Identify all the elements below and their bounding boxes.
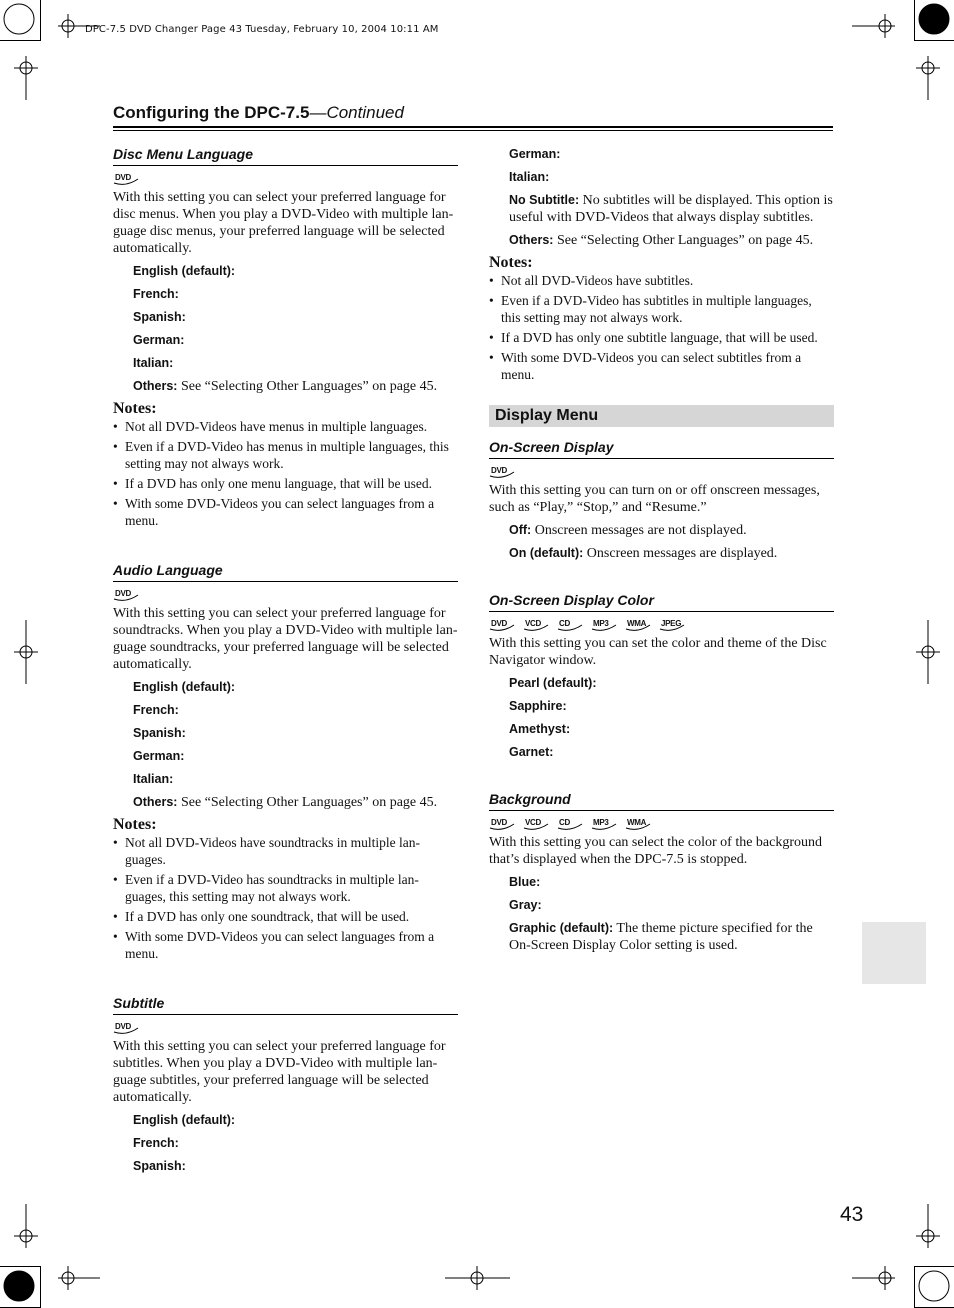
title-rule-thin — [113, 130, 833, 131]
section-heading: On-Screen Display Color — [489, 592, 834, 612]
note-item: • With some DVD-Videos you can select languages from a menu. — [113, 928, 458, 962]
option-item: Garnet: — [509, 745, 554, 759]
format-badges — [489, 818, 834, 832]
page-number: 43 — [840, 1203, 864, 1226]
notes-list — [113, 834, 458, 962]
section-intro: With this setting you can set the color and theme of the Disc Navigator window. — [489, 636, 827, 668]
note-item: • Not all DVD-Videos have soundtracks in multiple lan-guages. — [113, 834, 458, 868]
section-intro: With this setting you can select your preferred language for soundtracks. When you play a DVD-Video with multiple lan-guage soundtracks, your preferred language will be selected automatically. — [113, 606, 458, 672]
side-tab — [862, 922, 926, 984]
mp3-format-icon: MP3 — [591, 619, 617, 633]
dvd-format-icon: DVD — [113, 1022, 139, 1036]
section-heading: Disc Menu Language — [113, 146, 458, 166]
option-item: English (default): — [133, 680, 236, 694]
section-subtitle-continued — [489, 146, 834, 383]
option-item: On (default): Onscreen messages are displayed. — [509, 546, 778, 561]
option-item: Graphic (default): The theme picture specified for the On-Screen Display Color setting is used. — [509, 921, 813, 953]
option-item: No Subtitle: No subtitles will be displayed. This option is useful with DVD-Videos that always display subtitles. — [509, 193, 833, 225]
option-item: German: — [509, 147, 561, 161]
option-item: Italian: — [133, 772, 174, 786]
note-item: • Not all DVD-Videos have menus in multiple languages. — [113, 418, 458, 435]
jpeg-format-icon: JPEG — [659, 619, 685, 633]
note-item: • Even if a DVD-Video has subtitles in multiple languages, this setting may not always work. — [489, 292, 834, 326]
note-item: • Even if a DVD-Video has menus in multiple languages, this setting may not always work. — [113, 438, 458, 472]
dvd-format-icon: DVD — [489, 818, 515, 832]
option-item: Blue: — [509, 875, 541, 889]
option-item: French: — [133, 1136, 179, 1150]
notes-list — [489, 272, 834, 383]
option-item: Spanish: — [133, 310, 186, 324]
option-item: English (default): — [133, 264, 236, 278]
format-badges — [113, 589, 458, 603]
section-intro: With this setting you can select the color of the background that’s displayed when the DPC-7.5 is stopped. — [489, 835, 823, 867]
option-item: Off: Onscreen messages are not displayed. — [509, 523, 747, 538]
note-item: • Even if a DVD-Video has soundtracks in multiple lan-guages, this setting may not always work. — [113, 871, 458, 905]
print-header: DPC-7.5 DVD Changer Page 43 Tuesday, February 10, 2004 10:11 AM — [85, 24, 439, 35]
right-column — [489, 146, 834, 954]
section-subtitle — [113, 995, 458, 1175]
note-item: • With some DVD-Videos you can select languages from a menu. — [113, 495, 458, 529]
note-item: • If a DVD has only one menu language, that will be used. — [113, 475, 458, 492]
notes-title: Notes: — [489, 254, 533, 271]
vcd-format-icon: VCD — [523, 619, 549, 633]
section-intro: With this setting you can turn on or off onscreen messages, such as “Play,” “Stop,” and “Resume.” — [489, 483, 820, 515]
option-item: Gray: — [509, 898, 542, 912]
cd-format-icon: CD — [557, 619, 583, 633]
mp3-format-icon: MP3 — [591, 818, 617, 832]
dvd-format-icon: DVD — [113, 589, 139, 603]
format-badges — [489, 619, 834, 633]
option-item: Italian: — [133, 356, 174, 370]
section-audio-language — [113, 562, 458, 962]
option-item: French: — [133, 703, 179, 717]
option-item: Others: See “Selecting Other Languages” on page 45. — [133, 379, 438, 394]
option-item: Others: See “Selecting Other Languages” on page 45. — [509, 233, 814, 248]
option-item: French: — [133, 287, 179, 301]
section-disc-menu — [113, 146, 458, 529]
format-badges — [489, 466, 834, 480]
option-item: Others: See “Selecting Other Languages” on page 45. — [133, 795, 438, 810]
section-on-screen-display — [489, 439, 834, 562]
section-on-screen-display-color — [489, 592, 834, 761]
notes-title: Notes: — [113, 816, 157, 833]
wma-format-icon: WMA — [625, 818, 651, 832]
wma-format-icon: WMA — [625, 619, 651, 633]
format-badges — [113, 173, 458, 187]
page-title: Configuring the DPC-7.5—Continued — [113, 103, 404, 122]
section-background — [489, 791, 834, 954]
option-item: Amethyst: — [509, 722, 571, 736]
section-intro: With this setting you can select your preferred language for subtitles. When you play a DVD-Video with multiple lan-guage subtitles, your preferred language will be selected automatically. — [113, 1039, 446, 1105]
vcd-format-icon: VCD — [523, 818, 549, 832]
dvd-format-icon: DVD — [489, 619, 515, 633]
note-item: • If a DVD has only one subtitle language, that will be used. — [489, 329, 834, 346]
display-menu-band: Display Menu — [489, 405, 834, 427]
dvd-format-icon: DVD — [489, 466, 515, 480]
dvd-format-icon: DVD — [113, 173, 139, 187]
notes-list — [113, 418, 458, 529]
option-item: Sapphire: — [509, 699, 567, 713]
option-item: Italian: — [509, 170, 550, 184]
left-column — [113, 146, 458, 1175]
format-badges — [113, 1022, 458, 1036]
note-item: • If a DVD has only one soundtrack, that will be used. — [113, 908, 458, 925]
notes-title: Notes: — [113, 400, 157, 417]
option-item: German: — [133, 749, 185, 763]
note-item: • With some DVD-Videos you can select subtitles from a menu. — [489, 349, 834, 383]
option-item: Pearl (default): — [509, 676, 597, 690]
option-item: German: — [133, 333, 185, 347]
section-heading: On-Screen Display — [489, 439, 834, 459]
note-item: • Not all DVD-Videos have subtitles. — [489, 272, 834, 289]
section-intro: With this setting you can select your preferred language for disc menus. When you play a DVD-Video with multiple lan-guage disc menus, your preferred language will be selected automatically. — [113, 190, 454, 256]
title-rule — [113, 126, 833, 128]
option-item: Spanish: — [133, 726, 186, 740]
section-heading: Audio Language — [113, 562, 458, 582]
section-heading: Background — [489, 791, 834, 811]
section-heading: Subtitle — [113, 995, 458, 1015]
cd-format-icon: CD — [557, 818, 583, 832]
option-item: Spanish: — [133, 1159, 186, 1173]
option-item: English (default): — [133, 1113, 236, 1127]
